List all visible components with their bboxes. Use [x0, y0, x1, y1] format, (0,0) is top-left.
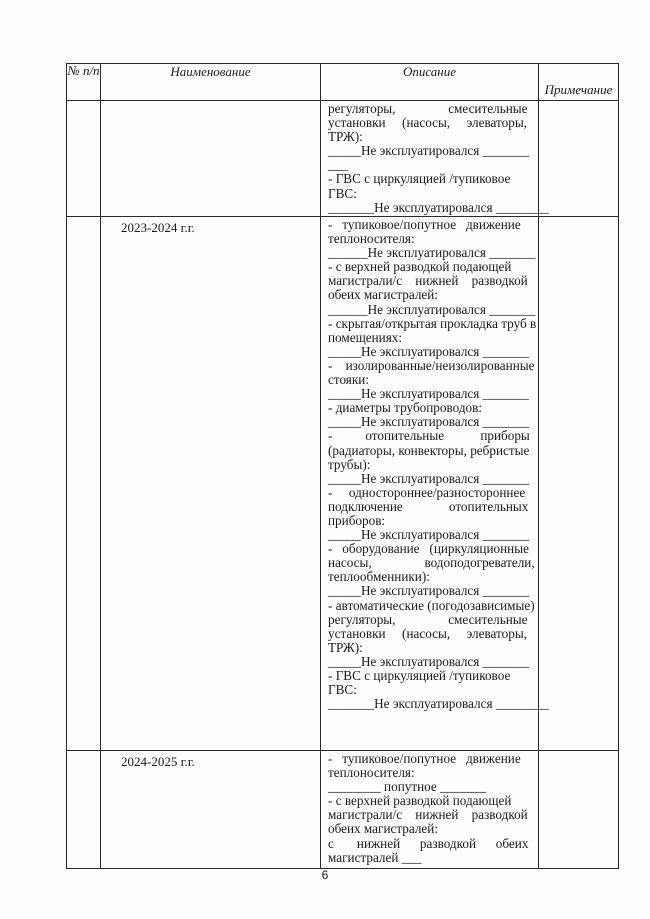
- description-line: ________ попутное _______: [328, 779, 487, 795]
- description-line: трубы):: [328, 456, 371, 472]
- description-line: ___: [328, 157, 348, 173]
- description-line: _____Не эксплуатировался _______: [328, 653, 529, 669]
- header-note: Примечание: [539, 64, 619, 101]
- description-line: - ГВС с циркуляцией /тупиковое: [328, 668, 511, 683]
- description-line: магистрали/с нижней разводкой: [328, 273, 528, 289]
- description-line: - автоматические (погодозависимые): [328, 597, 535, 613]
- description-line: регуляторы, смесительные: [328, 101, 528, 116]
- description-line: - одностороннее/разностороннее: [328, 484, 526, 500]
- description-line: установки (насосы, элеваторы,: [328, 625, 527, 641]
- row-name-cell: [101, 101, 321, 217]
- description-line: (радиаторы, конвекторы, ребристые: [328, 442, 530, 458]
- description-line: стояки:: [328, 372, 369, 388]
- header-description: Описание: [321, 64, 539, 101]
- description-line: - с верхней разводкой подающей: [328, 793, 512, 809]
- description-line: теплоносителя:: [328, 231, 415, 247]
- description-line: помещениях:: [328, 329, 403, 345]
- description-line: ______Не эксплуатировался _______: [328, 245, 536, 261]
- row-number-cell: [67, 101, 101, 217]
- description-line: - ГВС с циркуляцией /тупиковое: [328, 171, 511, 187]
- description-line: _____Не эксплуатировался _______: [328, 470, 529, 486]
- row-description-cell: [321, 217, 549, 751]
- header-number: № п/п: [67, 64, 101, 101]
- description-line: - изолированные/неизолированные: [328, 357, 535, 373]
- description-line: приборов:: [328, 512, 386, 528]
- description-line: теплоносителя:: [328, 765, 415, 781]
- description-line: _____Не эксплуатировался _______: [328, 386, 529, 402]
- row-name-cell: 2024-2025 г.г.: [101, 751, 321, 869]
- description-line: - диаметры трубопроводов:: [328, 400, 483, 416]
- description-line: - тупиковое/попутное движение: [328, 751, 521, 766]
- row-description-cell: [321, 101, 549, 217]
- table-header-row: [67, 64, 619, 101]
- description-line: регуляторы, смесительные: [328, 611, 528, 627]
- description-table: [66, 63, 619, 869]
- row-number-cell: [67, 217, 101, 751]
- description-line: с нижней разводкой обеих: [328, 835, 529, 851]
- row-name-cell: 2023-2024 г.г.: [101, 217, 321, 751]
- description-line: - отопительные приборы: [328, 428, 530, 444]
- description-line: _____Не эксплуатировался _______: [328, 343, 529, 359]
- description-line: ТРЖ):: [328, 129, 363, 145]
- description-line: _____Не эксплуатировался _______: [328, 414, 529, 430]
- description-line: магистрали/с нижней разводкой: [328, 807, 528, 823]
- row-description-cell: [321, 751, 539, 869]
- description-line: обеих магистралей:: [328, 287, 439, 303]
- description-line: _____Не эксплуатировался _______: [328, 527, 529, 543]
- description-line: магистралей ___: [328, 849, 422, 865]
- table-row: [67, 217, 619, 751]
- table-row: [67, 101, 619, 217]
- description-line: _______Не эксплуатировался ________: [328, 696, 549, 712]
- description-line: ГВС:: [328, 185, 357, 201]
- description-line: обеих магистралей:: [328, 821, 439, 837]
- description-line: подключение отопительных: [328, 498, 529, 514]
- description-line: ТРЖ):: [328, 639, 363, 655]
- row-note-cell: [539, 101, 619, 217]
- table-row: [67, 751, 619, 869]
- description-line: - тупиковое/попутное движение: [328, 217, 521, 232]
- row-number-cell: [67, 751, 101, 869]
- description-line: теплообменники):: [328, 569, 430, 585]
- description-line: ГВС:: [328, 682, 357, 698]
- header-name: Наименование: [101, 64, 321, 101]
- description-line: - оборудование (циркуляционные: [328, 541, 529, 557]
- row-note-cell: [539, 217, 619, 751]
- description-line: - скрытая/открытая прокладка труб в: [328, 315, 537, 331]
- description-line: _____Не эксплуатировался _______: [328, 583, 529, 599]
- description-line: _____Не эксплуатировался _______: [328, 143, 529, 159]
- row-note-cell: [539, 751, 619, 869]
- description-line: - с верхней разводкой подающей: [328, 259, 512, 275]
- page-number: 6: [321, 868, 329, 882]
- description-line: установки (насосы, элеваторы,: [328, 115, 527, 131]
- description-line: насосы, водоподогреватели,: [328, 555, 535, 571]
- description-line: ______Не эксплуатировался _______: [328, 301, 536, 317]
- description-line: _______Не эксплуатировался ________: [328, 199, 549, 215]
